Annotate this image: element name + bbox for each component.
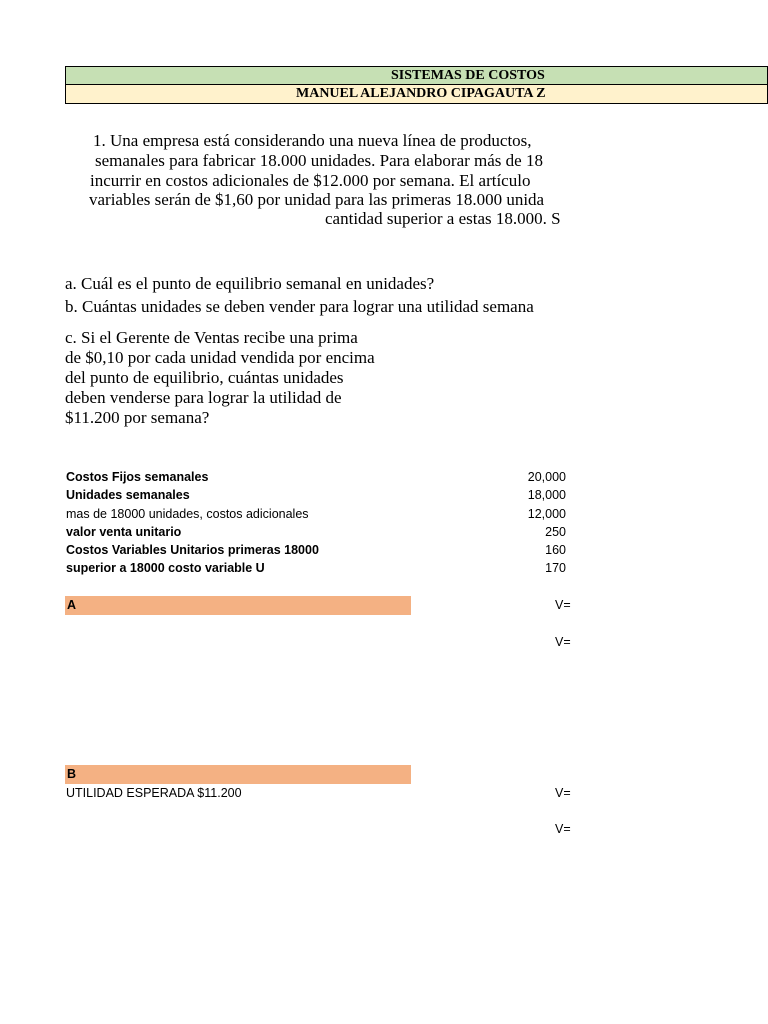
utility-label[interactable]: UTILIDAD ESPERADA $11.200 [66,786,242,800]
question-b-text: b. Cuántas unidades se deben vender para lograr una utilidad semana [65,297,534,316]
author-bar[interactable] [65,85,768,104]
question-c-line-4: deben venderse para lograr la utilidad de [65,388,342,407]
table-row-label[interactable]: Costos Fijos semanales [66,470,209,484]
title-bar-fill [571,67,768,84]
question-c-line-1: c. Si el Gerente de Ventas recibe una prima [65,328,358,347]
section-a-v1[interactable]: V= [555,598,571,612]
section-b-header[interactable] [65,765,411,784]
table-row-label[interactable]: mas de 18000 unidades, costos adicionales [66,507,309,521]
table-row-value[interactable]: 250 [545,525,566,539]
table-row-label[interactable]: valor venta unitario [66,525,182,539]
sheet-title: SISTEMAS DE COSTOS [391,68,545,83]
problem-line-5: cantidad superior a estas 18.000. S [325,209,561,228]
section-b-v2[interactable]: V= [555,822,571,836]
table-row-value[interactable]: 20,000 [527,470,566,484]
table-row-value[interactable]: 18,000 [527,488,566,502]
table-row-label[interactable]: Unidades semanales [66,488,190,502]
table-row-value[interactable]: 12,000 [527,507,566,521]
section-b-label: B [67,767,77,781]
table-row-value[interactable]: 160 [545,543,566,557]
question-c[interactable] [65,328,405,428]
section-a-header[interactable] [65,596,411,615]
author-name: MANUEL ALEJANDRO CIPAGAUTA Z [296,86,546,101]
table-row-label[interactable]: superior a 18000 costo variable U [66,561,265,575]
section-b-v1[interactable]: V= [555,786,571,800]
section-a-v2[interactable]: V= [555,635,571,649]
section-a-label: A [67,598,77,612]
title-bar[interactable] [65,66,768,85]
problem-statement[interactable] [65,131,573,231]
question-b[interactable] [65,297,573,319]
problem-line-1: 1. Una empresa está considerando una nueva línea de productos, [93,131,532,150]
question-a-text: a. Cuál es el punto de equilibrio semanal en unidades? [65,274,435,293]
author-clip [66,85,574,103]
problem-line-2: semanales para fabricar 18.000 unidades. Para elaborar más de 18 [95,151,543,170]
question-c-line-5: $11.200 por semana? [65,408,210,427]
table-row-label[interactable]: Costos Variables Unitarios primeras 18000 [66,543,319,557]
problem-line-4: variables serán de $1,60 por unidad para las primeras 18.000 unida [89,190,545,209]
table-row-value[interactable]: 170 [545,561,566,575]
question-c-line-3: del punto de equilibrio, cuántas unidades [65,368,344,387]
problem-line-3: incurrir en costos adicionales de $12.000 por semana. El artículo [90,171,531,190]
question-a[interactable] [65,274,573,296]
question-c-line-2: de $0,10 por cada unidad vendida por encima [65,348,375,367]
